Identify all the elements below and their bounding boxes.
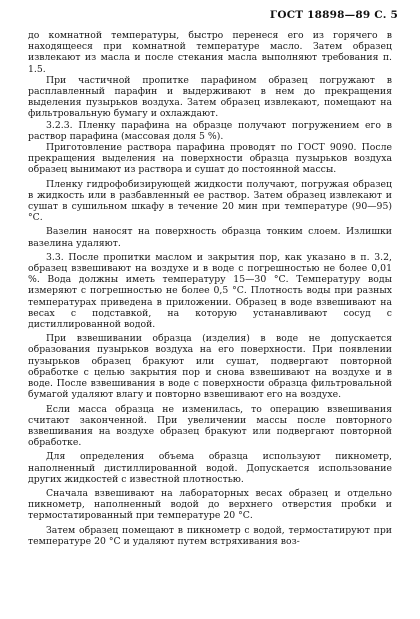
paragraph-10: Для определения объема образца используют пикнометр, наполненный дистиллированной водой. Допускается использование других жидкостей с известной плотностью. xyxy=(28,451,392,485)
paragraph-11: Сначала взвешивают на лабораторных весах образец и отдельно пикнометр, наполненный водой до верхнего отверстия пробки и термостатированный при температуре 20 °С. xyxy=(28,487,392,522)
paragraph-3: 3.2.3. Пленку парафина на образце получают погружением его в раствор парафина (массовая доля 5 %). xyxy=(28,119,392,142)
paragraph-8: При взвешивании образца (изделия) в воде не допускается образования пузырьков воздуха на его поверхности. При появлении пузырьков образец бракуют или сушат, подвергают повторной обработке с целью закрытия пор и снова взвешивают на воздухе и в воде. После взвешивания в воде с поверхности образца фильтровальной бумагой удаляют влагу и повторно взвешивают его на воздухе. xyxy=(28,333,392,401)
body-text xyxy=(28,30,392,547)
running-header: ГОСТ 18898—89 С. 5 xyxy=(269,9,398,21)
paragraph-4: Приготовление раствора парафина проводят по ГОСТ 9090. После прекращения выделения на поверхности образца пузырьков воздуха образец вынимают из раствора и сушат до постоянной массы. xyxy=(28,142,392,176)
paragraph-2: При частичной пропитке парафином образец погружают в расплавленный парафин и выдерживают в нем до прекращения выделения пузырьков воздуха. Затем образец извлекают, помещают на фильтровальную бумагу и охлаждают. xyxy=(28,74,392,120)
paragraph-5: Пленку гидрофобизирующей жидкости получают, погружая образец в жидкость или в разбавленный ее раствор. Затем образец извлекают и сушат в сушильном шкафу в течение 20 мин при температуре (90—95) °С. xyxy=(28,178,392,224)
paragraph-12: Затем образец помещают в пикнометр с водой, термостатируют при температуре 20 °С и удаляют путем встряхивания воз- xyxy=(28,524,392,547)
paragraph-6: Вазелин наносят на поверхность образца тонким слоем. Излишки вазелина удаляют. xyxy=(28,226,392,249)
paragraph-1: до комнатной температуры, быстро перенеся его из горячего в находящееся при комнатной температуре масло. Затем образец извлекают из масла и после стекания масла выполняют требования п. 1.5. xyxy=(28,30,392,75)
paragraph-7: 3.3. После пропитки маслом и закрытия пор, как указано в п. 3.2, образец взвешивают на воздухе и в воде с погрешностью не более 0,01 %. Вода должны иметь температуру 15—30 °С. Температуру воды измеряют с погрешностью не более 0,5 °С. Плотность воды при разных температурах приведена в приложении. Образец в воде взвешивают на весах с подставкой, на которую устанавливают сосуд с дистиллированной водой. xyxy=(28,251,392,331)
paragraph-9: Если масса образца не изменилась, то операцию взвешивания считают законченной. При увеличении массы после повторного взвешивания на воздухе образец бракуют или подвергают повторной обработке. xyxy=(28,403,392,449)
